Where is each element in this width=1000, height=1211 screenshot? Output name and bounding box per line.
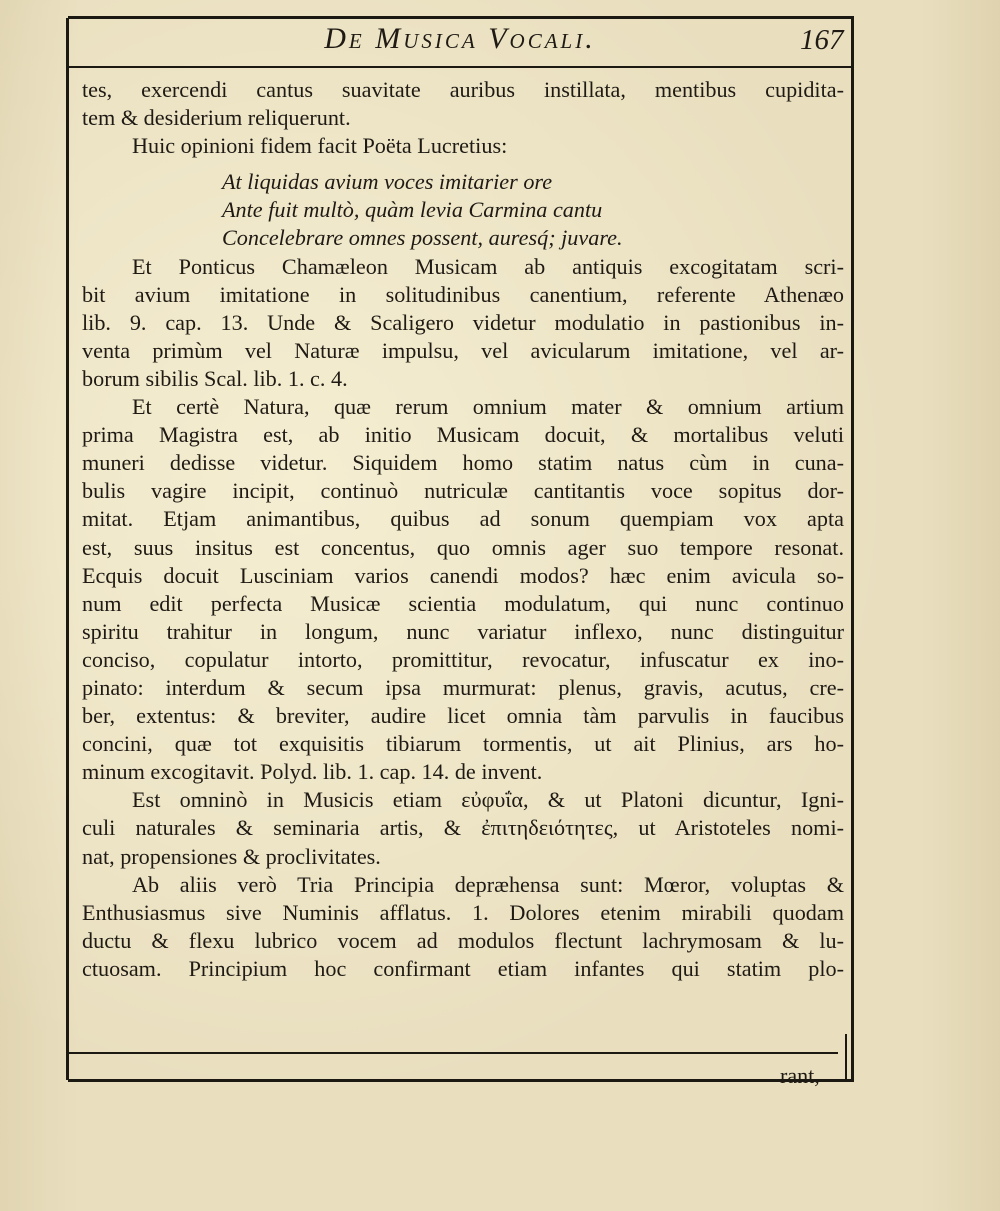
catchword-rule — [68, 1052, 838, 1054]
text-line: tes, exercendi cantus suavitate auribus instillata, mentibus cupidita- — [82, 77, 844, 102]
header-rule — [68, 66, 852, 68]
frame-top-rule — [68, 16, 854, 19]
text-line: tem & desiderium reliquerunt. — [82, 105, 351, 131]
catchword-tick — [845, 1034, 847, 1082]
text-line: borum sibilis Scal. lib. 1. c. 4. — [82, 365, 348, 391]
text-line: spiritu trahitur in longum, nunc variatur inflexo, nunc distinguitur — [82, 618, 844, 644]
text-line: culi naturales & seminaria artis, & ἐπιτηδειότητες, ut Aristoteles nomi- — [82, 815, 844, 841]
catchword: rant, — [780, 1063, 820, 1088]
frame-right-rule — [851, 18, 854, 1080]
verse-line: Concelebrare omnes possent, auresq́; juvare. — [222, 225, 623, 251]
text-line: conciso, copulatur intorto, promittitur, revocatur, infuscatur ex ino- — [82, 646, 844, 672]
text-line: ctuosam. Principium hoc confirmant etiam infantes qui statim plo- — [82, 955, 844, 981]
verse-line: At liquidas avium voces imitarier ore — [222, 169, 553, 195]
text-line: Et Ponticus Chamæleon Musicam ab antiquis excogitatam scri- — [132, 253, 844, 279]
blank-line — [82, 160, 844, 168]
text-body — [82, 76, 844, 983]
text-line: concini, quæ tot exquisitis tibiarum tormentis, ut ait Plinius, ars ho- — [82, 731, 844, 757]
text-line: Ab aliis verò Tria Principia depræhensa sunt: Mœror, voluptas & — [132, 871, 844, 897]
text-line: bit avium imitatione in solitudinibus canentium, referente Athenæo — [82, 281, 844, 307]
text-line: lib. 9. cap. 13. Unde & Scaligero videtur modulatio in pastionibus in- — [82, 309, 844, 335]
page-number: 167 — [800, 24, 844, 56]
text-line: venta primùm vel Naturæ impulsu, vel avicularum imitatione, vel ar- — [82, 337, 844, 363]
frame-left-rule — [66, 18, 69, 1080]
text-line: minum excogitavit. Polyd. lib. 1. cap. 14. de invent. — [82, 759, 543, 785]
text-line: bulis vagire incipit, continuò nutriculæ cantitantis voce sopitus dor- — [82, 478, 844, 504]
running-head: De Musica Vocali. — [324, 22, 596, 55]
verse-line: Ante fuit multò, quàm levia Carmina cantu — [222, 197, 603, 223]
text-line: num edit perfecta Musicæ scientia modulatum, qui nunc continuo — [82, 590, 844, 616]
text-line: pinato: interdum & secum ipsa murmurat: plenus, gravis, acutus, cre- — [82, 674, 844, 700]
text-line: prima Magistra est, ab initio Musicam docuit, & mortalibus veluti — [82, 422, 844, 448]
text-line: Ecquis docuit Lusciniam varios canendi modos? hæc enim avicula so- — [82, 562, 844, 588]
text-line: est, suus insitus est concentus, quo omnis ager suo tempore resonat. — [82, 534, 844, 560]
text-line: ductu & flexu lubrico vocem ad modulos flectunt lachrymosam & lu- — [82, 927, 844, 953]
text-line: muneri dedisse videtur. Siquidem homo statim natus cùm in cuna- — [82, 450, 844, 476]
text-line: mitat. Etjam animantibus, quibus ad sonum quempiam vox apta — [82, 506, 844, 532]
frame-bottom-rule — [68, 1079, 854, 1082]
text-line: Huic opinioni fidem facit Poëta Lucretius: — [132, 133, 508, 159]
text-line: Et certè Natura, quæ rerum omnium mater & omnium artium — [132, 394, 844, 420]
text-line: ber, extentus: & breviter, audire licet omnia tàm parvulis in faucibus — [82, 703, 844, 729]
text-line: Est omninò in Musicis etiam εὐφυΐα, & ut Platoni dicuntur, Igni- — [132, 787, 844, 813]
text-line: Enthusiasmus sive Numinis afflatus. 1. Dolores etenim mirabili quodam — [82, 899, 844, 925]
text-line: nat, propensiones & proclivitates. — [82, 843, 381, 869]
